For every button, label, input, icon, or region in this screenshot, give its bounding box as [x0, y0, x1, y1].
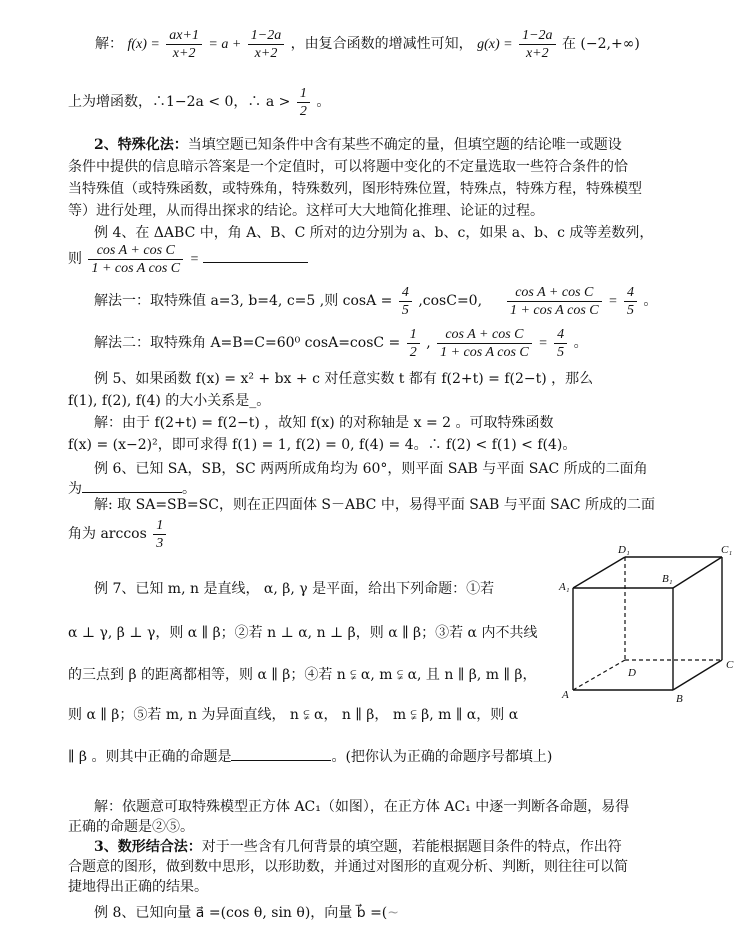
edge-bc: [673, 660, 722, 690]
method3-line-1: [94, 838, 622, 856]
ex4-sol1-frac-45: $\frac{4}{5}$: [399, 284, 412, 319]
ex4-sol1-text: 解法一：取特殊值 a=3, b=4, c=5 ,则 cosA =: [94, 293, 393, 309]
ex4-sol1-frac-main: $\frac{\text{cos A + cos C}}{\text{1 + cos A cos C}}$: [507, 284, 602, 319]
ex4-sol1-frac-result: $\frac{4}{5}$: [624, 284, 637, 319]
fraction-ax1: $\frac{ax+1}{x+2}$: [166, 27, 202, 62]
gx-label: g(x) =: [477, 37, 513, 52]
solution-conclusion: 上为增函数，∴1−2a < 0，∴ a >: [68, 94, 291, 110]
ex6-solution-2: [68, 514, 168, 554]
ex5-solution-1: 解：由于 f(2+t) = f(2−t) ，故知 f(x) 的对称轴是 x = 2 。可取特殊函数: [94, 415, 554, 431]
solution-lead: 解：: [95, 36, 123, 52]
solution-tail: 在 (−2,+∞): [561, 36, 640, 52]
ex4-sol1-end: 。: [643, 293, 658, 309]
label-b1: B₁: [662, 573, 673, 585]
ex6-answer-blank[interactable]: [82, 492, 182, 493]
edge-ad-hidden: [573, 660, 625, 690]
ex7-solution-2: 正确的命题是②⑤。: [68, 819, 194, 835]
solution-mid-text: ，由复合函数的增减性可知，: [290, 36, 473, 52]
ex4-eq: =: [189, 252, 200, 267]
solution-line-2: [68, 82, 330, 122]
fraction-half: $\frac{1}{2}$: [297, 85, 310, 120]
method3-heading: 3、数形结合法：: [94, 839, 202, 855]
edge-a1d1: [573, 557, 625, 588]
ex7-line-3: 的三点到 β 的距离都相等，则 α ∥ β；④若 n ⫋ α, m ⫋ α, 且 n ∥ β, m ∥ β，: [68, 667, 537, 683]
ex4-solution-1: [94, 280, 657, 323]
ex8-truncated: ~: [387, 905, 399, 921]
method2-line-3: 当特殊值（或特殊函数，或特殊角，特殊数列，图形特殊位置，特殊点，特殊方程，特殊模型: [68, 181, 642, 197]
method3-line-3: 捷地得出正确的结果。: [68, 879, 208, 895]
ex8-line: [94, 904, 399, 922]
cube-figure: [550, 540, 740, 710]
label-d1: D₁: [618, 544, 630, 556]
label-c1: C₁: [721, 544, 733, 556]
ex5-solution-2: f(x) = (x−2)²，即可求得 f(1) = 1, f(2) = 0, f(4) = 4。∴ f(2) < f(1) < f(4)。: [68, 437, 577, 453]
ex6-lead: 为: [68, 481, 82, 497]
ex5-line-2: f(1), f(2), f(4) 的大小关系是_。: [68, 393, 271, 409]
ex4-sol2-text: 解法二：取特殊角 A=B=C=60⁰ cosA=cosC =: [94, 335, 401, 351]
method2-heading: 2、特殊化法：: [94, 137, 188, 153]
label-a1: A₁: [559, 581, 570, 593]
method2-line-2: 条件中提供的信息暗示答案是一个定值时，可以将题中变化的不定量选取一些符合条件的恰: [68, 159, 628, 175]
ex4-sol2-end: 。: [573, 335, 588, 351]
ex7-line-5: [68, 748, 552, 766]
ex4-line-2: [68, 238, 308, 281]
ex4-solution-2: [94, 322, 588, 365]
ex4-sol2-eq: =: [538, 336, 548, 351]
solution-end: 。: [316, 94, 331, 110]
method3-line-2: 合题意的图形，做到数中思形，以形助数，并通过对图形的直观分析、判断，则往往可以简: [68, 859, 628, 875]
ex7-solution-1: 解：依题意可取特殊模型正方体 AC₁（如图），在正方体 AC₁ 中逐一判断各命题，易得: [94, 799, 630, 815]
method2-line-4: 等）进行处理，从而得出探求的结论。这样可大大地简化推理、论证的过程。: [68, 203, 544, 219]
ex8-text: 例 8、已知向量 a⃗ =(cos θ, sin θ)，向量 b⃗ =(: [94, 905, 388, 921]
ex7-line-1: 例 7、已知 m, n 是直线， α, β, γ 是平面，给出下列命题：①若: [94, 581, 495, 597]
eq-a: = a +: [208, 37, 242, 52]
ex7-line-2: α ⊥ γ, β ⊥ γ，则 α ∥ β；②若 n ⊥ α, n ⊥ β，则 α ∥ β；③若 α 内不共线: [68, 625, 538, 641]
ex6-solution-1: 解: 取 SA=SB=SC，则在正四面体 S－ABC 中，易得平面 SAB 与平面 SAC 所成的二面: [94, 497, 656, 513]
label-a: A: [562, 689, 569, 701]
ex7-answer-blank[interactable]: [231, 760, 331, 761]
label-b: B: [676, 693, 683, 705]
ex4-sol2-frac-half: $\frac{1}{2}$: [407, 326, 420, 361]
ex4-sol2-frac-main: $\frac{\text{cos A + cos C}}{\text{1 + cos A cos C}}$: [437, 326, 532, 361]
ex7-line-4: 则 α ∥ β；⑤若 m, n 为异面直线， n ⫋ α， n ∥ β， m ⫋ β, m ∥ α，则 α: [68, 707, 519, 723]
solution-line-1: [95, 24, 640, 65]
fx-label: f(x) =: [127, 37, 160, 52]
ex6-frac-third: $\frac{1}{3}$: [153, 517, 166, 552]
ex4-line-1: 例 4、在 ΔABC 中，角 A、B、C 所对的边分别为 a、b、c，如果 a、b、c 成等差数列，: [94, 225, 654, 241]
ex4-fraction: $\frac{\text{cos A + cos C}}{\text{1 + cos A cos C}}$: [88, 242, 183, 277]
edge-c1b1: [673, 557, 722, 588]
fraction-12a: $\frac{1-2a}{x+2}$: [248, 27, 284, 62]
label-c: C: [726, 659, 734, 671]
ex4-answer-blank[interactable]: [203, 262, 308, 263]
ex4-sol1-mid: ,cosC=0,: [418, 293, 483, 309]
ex4-sol1-eq: =: [608, 294, 618, 309]
ex7-line5-b: 。(把你认为正确的命题序号都填上): [331, 749, 553, 765]
fraction-gx: $\frac{1-2a}{x+2}$: [519, 27, 555, 62]
ex6-arccos: 角为 arccos: [68, 526, 147, 542]
ex5-line-1: 例 5、如果函数 f(x) = x² + bx + c 对任意实数 t 都有 f(2+t) = f(2−t) ，那么: [94, 371, 594, 387]
ex7-line5-a: ∥ β 。则其中正确的命题是: [68, 749, 232, 765]
ex4-lead: 则: [68, 251, 82, 267]
ex6-end: 。: [182, 481, 196, 497]
method2-line-1: [94, 136, 622, 154]
method3-text-1: 对于一些含有几何背景的填空题，若能根据题目条件的特点，作出符: [201, 839, 622, 855]
ex6-line-1: 例 6、已知 SA，SB，SC 两两所成角均为 60°，则平面 SAB 与平面 SAC 所成的二面角: [94, 461, 648, 477]
ex4-sol2-frac-result: $\frac{4}{5}$: [554, 326, 567, 361]
ex4-sol2-mid: ,: [426, 335, 431, 351]
label-d: D: [628, 667, 636, 679]
method2-text-1: 当填空题已知条件中含有某些不确定的量，但填空题的结论唯一或题设: [187, 137, 622, 153]
